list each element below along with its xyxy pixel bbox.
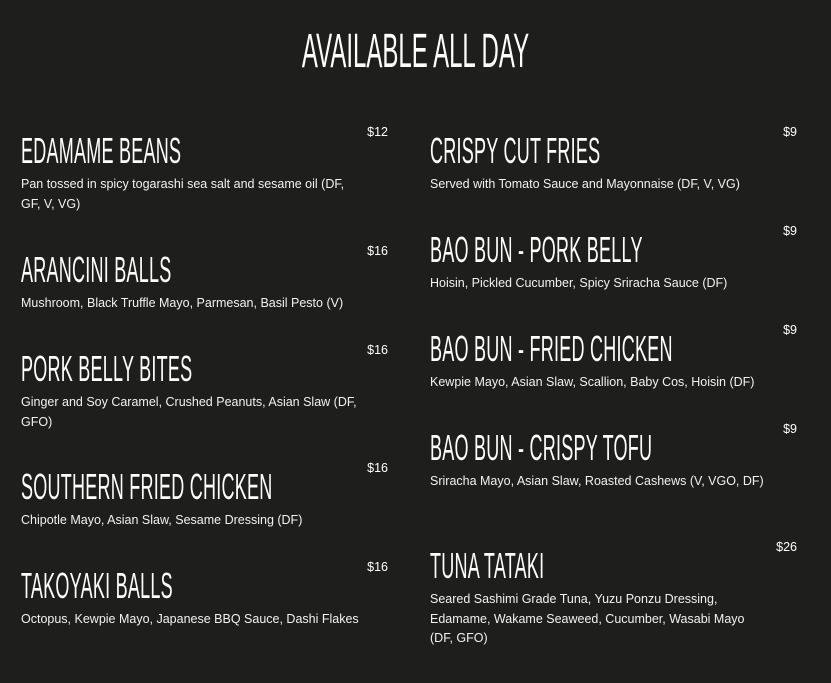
item-price: $9 bbox=[783, 125, 797, 139]
item-description: Pan tossed in spicy togarashi sea salt and sesame oil (DF, GF, V, VG) bbox=[21, 177, 345, 211]
item-price: $9 bbox=[783, 323, 797, 337]
item-name: CRISPY CUT FRIES bbox=[430, 130, 601, 171]
item-price: $9 bbox=[783, 224, 797, 238]
item-price: $26 bbox=[776, 540, 797, 554]
item-name: TAKOYAKI BALLS bbox=[21, 565, 173, 606]
item-description: Chipotle Mayo, Asian Slaw, Sesame Dressing (DF) bbox=[21, 513, 303, 527]
item-description: Sriracha Mayo, Asian Slaw, Roasted Cashews (V, VGO, DF) bbox=[430, 474, 764, 488]
item-description: Hoisin, Pickled Cucumber, Spicy Sriracha Sauce (DF) bbox=[430, 276, 728, 290]
item-name: ARANCINI BALLS bbox=[21, 249, 172, 290]
item-name: SOUTHERN FRIED CHICKEN bbox=[21, 466, 273, 507]
item-price: $16 bbox=[367, 461, 388, 475]
item-price: $9 bbox=[783, 422, 797, 436]
item-description: Mushroom, Black Truffle Mayo, Parmesan, Basil Pesto (V) bbox=[21, 296, 344, 310]
item-name: TUNA TATAKI bbox=[430, 545, 545, 586]
item-description: Seared Sashimi Grade Tuna, Yuzu Ponzu Dressing, Edamame, Wakame Seaweed, Cucumber, Wasabi Mayo (DF, GFO) bbox=[430, 592, 745, 645]
item-description: Kewpie Mayo, Asian Slaw, Scallion, Baby Cos, Hoisin (DF) bbox=[430, 375, 755, 389]
page-title: AVAILABLE ALL DAY bbox=[301, 25, 530, 78]
item-name: EDAMAME BEANS bbox=[21, 130, 182, 171]
item-description: Octopus, Kewpie Mayo, Japanese BBQ Sauce, Dashi Flakes bbox=[21, 612, 359, 626]
item-name: BAO BUN - CRISPY TOFU bbox=[430, 427, 653, 468]
item-name: BAO BUN - PORK BELLY bbox=[430, 229, 643, 270]
item-price: $16 bbox=[367, 560, 388, 574]
item-name: PORK BELLY BITES bbox=[21, 348, 193, 389]
item-price: $16 bbox=[367, 343, 388, 357]
item-description: Ginger and Soy Caramel, Crushed Peanuts, Asian Slaw (DF, GFO) bbox=[21, 395, 357, 429]
item-description: Served with Tomato Sauce and Mayonnaise (DF, V, VG) bbox=[430, 177, 740, 191]
item-price: $16 bbox=[367, 244, 388, 258]
item-name: BAO BUN - FRIED CHICKEN bbox=[430, 328, 673, 369]
item-price: $12 bbox=[367, 125, 388, 139]
